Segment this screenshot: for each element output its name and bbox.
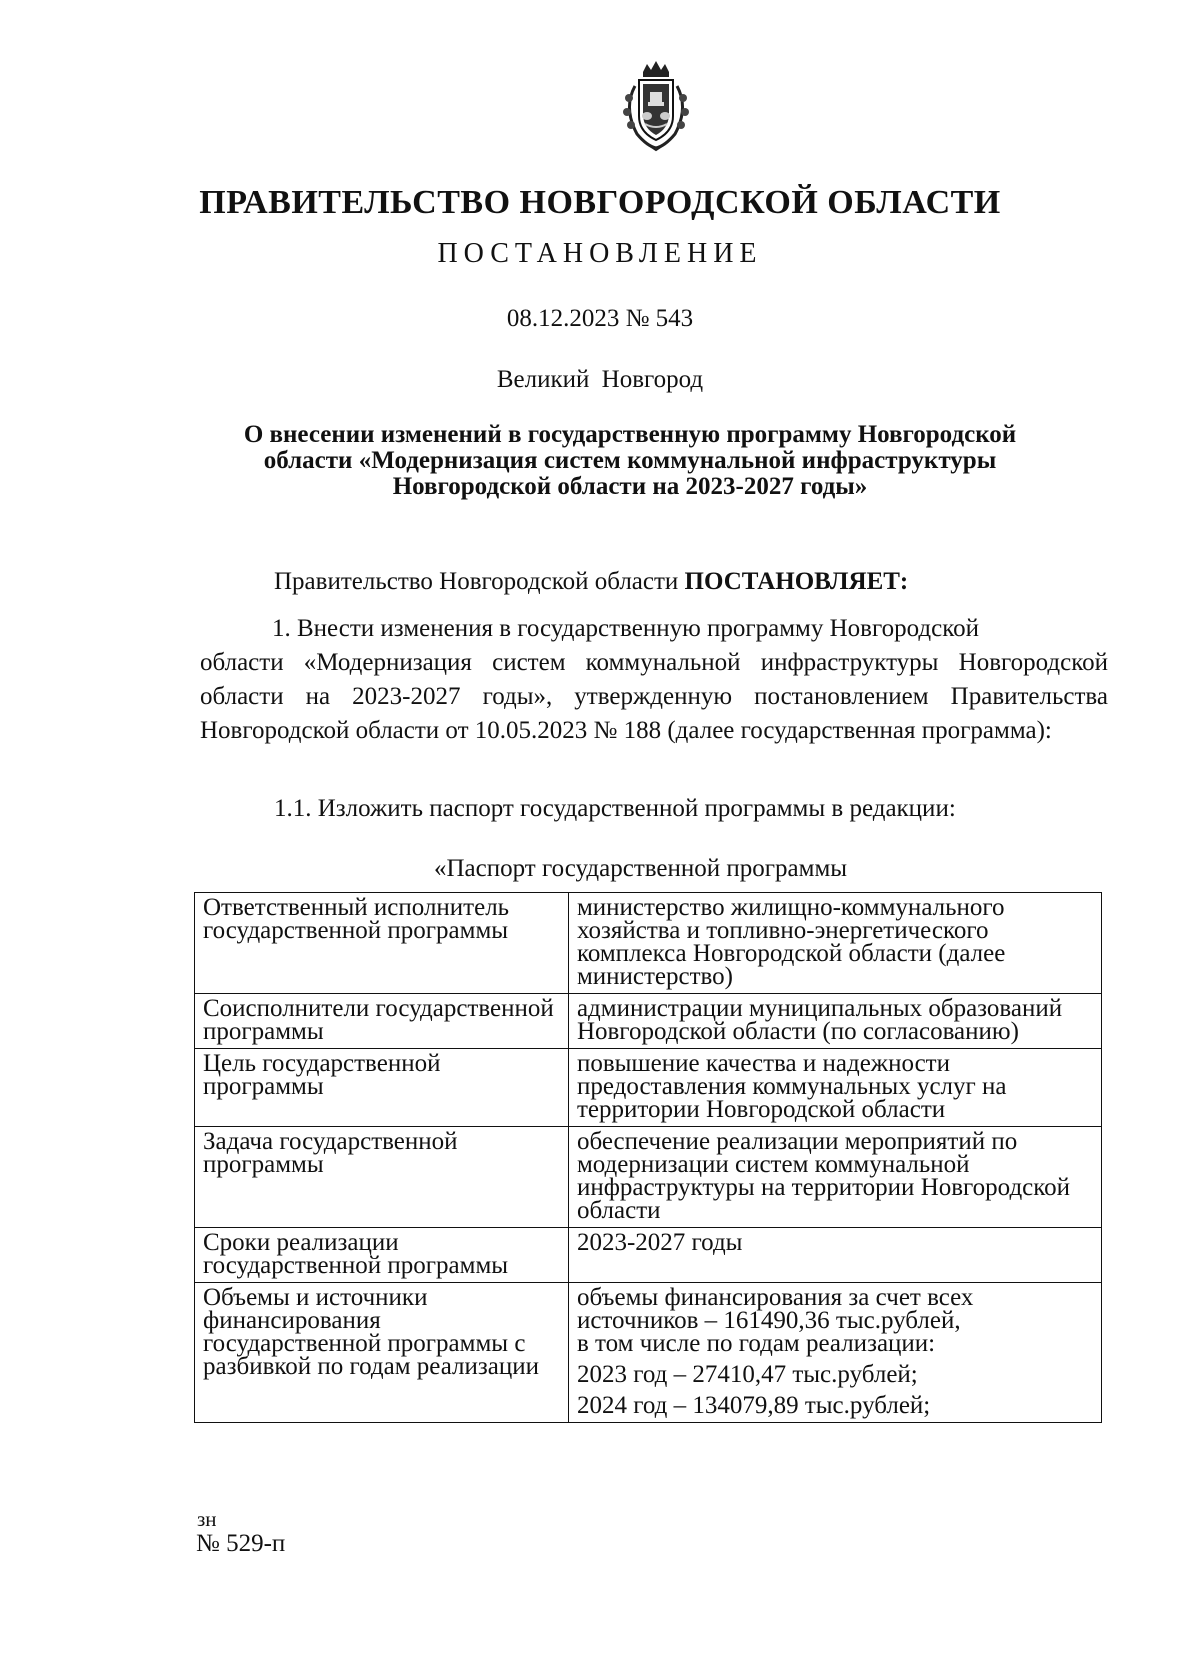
passport-label: Задача государственной программы: [195, 1127, 569, 1228]
subject-line: О внесении изменений в государственную программу Новгородской: [243, 421, 1017, 448]
funding-year-2024: 2024 год – 134079,89 тыс.рублей;: [576, 1392, 931, 1419]
passport-value: администрации муниципальных образований Новгородской области (по согласованию): [568, 994, 1101, 1049]
passport-label: Цель государственной программы: [195, 1049, 569, 1127]
funding-total-line: источников – 161490,36 тыс.рублей,: [576, 1307, 961, 1334]
passport-label: Объемы и источники финансирования государственной программы с разбивкой по годам реализации: [195, 1283, 569, 1423]
passport-value: 2023-2027 годы: [568, 1228, 1101, 1283]
decree-item-1-rest: области «Модернизация систем коммунальной инфраструктуры Новгородской области на 2023-2027 годы», утвержденную постановлением Правительства Новгородской области от 10.05.2023 № 188 (далее государственная программа):: [200, 649, 1108, 744]
passport-value: министерство жилищно-коммунального хозяйства и топливно-энергетического комплекса Новгородской области (далее министерство): [568, 893, 1101, 994]
decree-item-1-1: 1.1. Изложить паспорт государственной программы в редакции:: [274, 795, 956, 822]
funding-total-line: в том числе по годам реализации:: [576, 1330, 936, 1357]
funding-year-2023: 2023 год – 27410,47 тыс.рублей;: [576, 1361, 918, 1388]
table-row: [195, 1283, 1102, 1423]
passport-label: Ответственный исполнитель государственной программы: [195, 893, 569, 994]
document-city: Великий Новгород: [496, 366, 704, 393]
footer-code: зн: [197, 1507, 217, 1531]
novgorod-coat-of-arms-icon: [613, 58, 699, 152]
table-row: [195, 994, 1102, 1049]
document-date-number: 08.12.2023 № 543: [506, 305, 694, 332]
table-row: [195, 1228, 1102, 1283]
decree-item-1-first-line: 1. Внести изменения в государственную программу Новгородской: [272, 615, 979, 642]
passport-label: Соисполнители государственной программы: [195, 994, 569, 1049]
passport-table: [194, 892, 1102, 1423]
decree-keyword: ПОСТАНОВЛЯЕТ:: [684, 568, 909, 595]
subject-line: области «Модернизация систем коммунальной инфраструктуры: [263, 447, 997, 474]
footer-number: № 529-п: [196, 1530, 286, 1557]
document-subject: [160, 422, 1100, 500]
subject-line: Новгородской области на 2023-2027 годы»: [392, 473, 868, 500]
passport-label: Сроки реализации государственной программы: [195, 1228, 569, 1283]
table-row: [195, 893, 1102, 994]
decree-intro-text: Правительство Новгородской области: [274, 568, 685, 595]
table-row: [195, 1127, 1102, 1228]
decree-intro: [274, 565, 908, 599]
passport-caption: «Паспорт государственной программы: [434, 855, 848, 882]
government-title: ПРАВИТЕЛЬСТВО НОВГОРОДСКОЙ ОБЛАСТИ: [199, 184, 1001, 221]
passport-value: повышение качества и надежности предоставления коммунальных услуг на территории Новгородской области: [568, 1049, 1101, 1127]
passport-funding-value: [568, 1283, 1101, 1423]
decree-item-1: [200, 612, 1108, 748]
funding-total-line: объемы финансирования за счет всех: [576, 1284, 974, 1311]
passport-value: обеспечение реализации мероприятий по модернизации систем коммунальной инфраструктуры на территории Новгородской области: [568, 1127, 1101, 1228]
table-row: [195, 1049, 1102, 1127]
document-type: ПОСТАНОВЛЕНИЕ: [437, 238, 763, 269]
